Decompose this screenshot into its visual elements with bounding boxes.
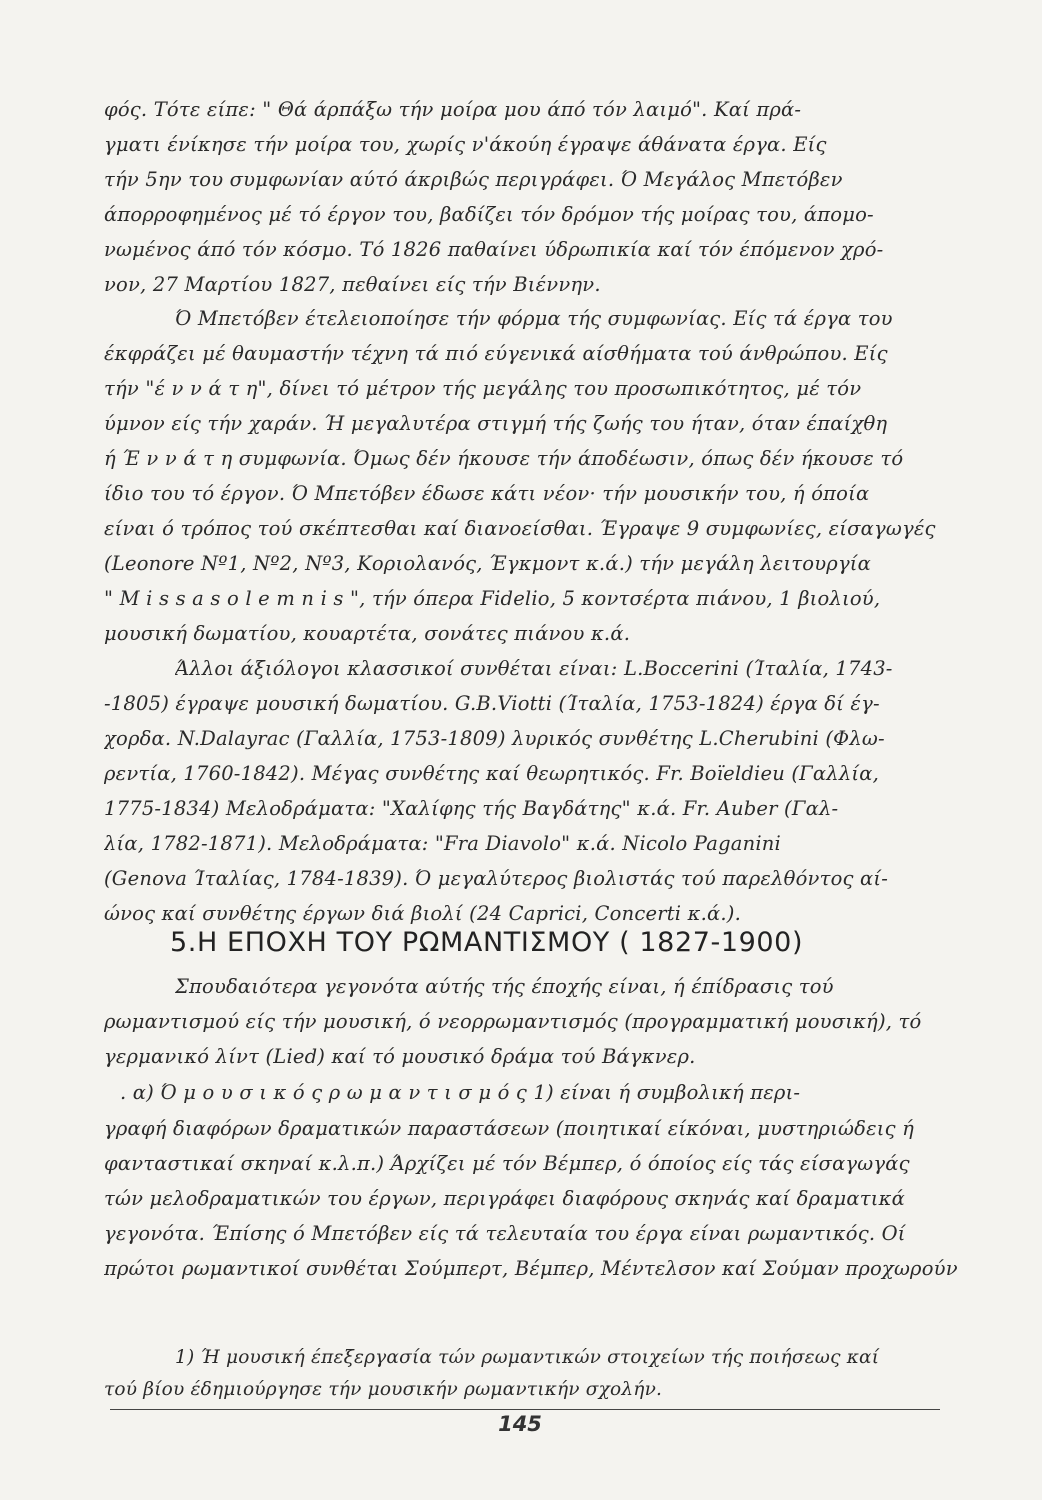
- text-line: (Leonore Nº1, Nº2, Nº3, Κοριολανός, Έγκμοντ κ.ά.) τήν μεγάλη λειτουργία: [104, 552, 872, 575]
- text-line: Σπουδαιότερα γεγονότα αύτής τής έποχής είναι, ή έπίδρασις τού: [175, 975, 834, 998]
- text-line: " M i s s a s o l e m n i s ", τήν όπερα Fidelio, 5 κοντσέρτα πιάνου, 1 βιολιού,: [104, 587, 881, 610]
- text-line: 1775-1834) Μελοδράματα: "Χαλίφης τής Βαγδάτης" κ.ά. Fr. Auber (Γαλ-: [104, 797, 839, 820]
- text-line: ρεντία, 1760-1842). Μέγας συνθέτης καί θεωρητικός. Fr. Boïeldieu (Γαλλία,: [104, 762, 879, 785]
- footnote-line: 1) Ή μουσική έπεξεργασία τών ρωμαντικών στοιχείων τής ποιήσεως καί: [175, 1347, 880, 1368]
- text-line: ίδιο του τό έργον. Ό Μπετόβεν έδωσε κάτι νέον· τήν μουσικήν του, ή όποία: [104, 482, 870, 505]
- footnote-line: τού βίου έδημιούργησε τήν μουσικήν ρωμαντικήν σχολήν.: [104, 1379, 663, 1400]
- text-line: έκφράζει μέ θαυμαστήν τέχνη τά πιό εύγενικά αίσθήματα τού άνθρώπου. Είς: [104, 342, 888, 365]
- section-heading: 5.Η ΕΠΟΧΗ ΤΟΥ ΡΩΜΑΝΤΙΣΜΟΥ ( 1827-1900): [170, 927, 804, 958]
- text-line: γεγονότα. Έπίσης ό Μπετόβεν είς τά τελευταία του έργα είναι ρωμαντικός. Οί: [104, 1222, 906, 1245]
- text-line: γματι ένίκησε τήν μοίρα του, χωρίς ν'άκούη έγραψε άθάνατα έργα. Είς: [104, 133, 827, 156]
- text-line: (Genova Ίταλίας, 1784-1839). Ό μεγαλύτερος βιολιστάς τού παρελθόντος αί-: [104, 867, 889, 890]
- text-line: τών μελοδραματικών του έργων, περιγράφει διαφόρους σκηνάς καί δραματικά: [104, 1187, 905, 1210]
- text-line: μουσική δωματίου, κουαρτέτα, σονάτες πιάνου κ.ά.: [104, 622, 631, 645]
- text-line: ώνος καί συνθέτης έργων διά βιολί (24 Caprici, Concerti κ.ά.).: [104, 902, 741, 925]
- text-line: ρωμαντισμού είς τήν μουσική, ό νεορρωμαντισμός (προγραμματική μουσική), τό: [104, 1010, 922, 1033]
- text-line: -1805) έγραψε μουσική δωματίου. G.B.Viotti (Ίταλία, 1753-1824) έργα δί έγ-: [104, 692, 880, 715]
- text-line: φανταστικαί σκηναί κ.λ.π.) Άρχίζει μέ τόν Βέμπερ, ό όποίος είς τάς είσαγωγάς: [104, 1152, 910, 1175]
- text-line: τήν "έ ν ν ά τ η", δίνει τό μέτρον τής μεγάλης του προσωπικότητος, μέ τόν: [104, 377, 862, 400]
- text-line: Ό Μπετόβεν έτελειοποίησε τήν φόρμα τής συμφωνίας. Είς τά έργα του: [175, 307, 893, 330]
- text-line: . α) Ό μ ο υ σ ι κ ό ς ρ ω μ α ν τ ι σ μ ό ς 1) είναι ή συμβολική περι-: [120, 1081, 801, 1104]
- text-line: φός. Τότε είπε: " Θά άρπάξω τήν μοίρα μου άπό τόν λαιμό". Καί πρά-: [104, 98, 802, 121]
- text-line: νον, 27 Μαρτίου 1827, πεθαίνει είς τήν Βιέννην.: [104, 273, 601, 296]
- text-line: λία, 1782-1871). Μελοδράματα: "Fra Diavolo" κ.ά. Nicolo Paganini: [104, 832, 781, 855]
- text-line: γραφή διαφόρων δραματικών παραστάσεων (ποιητικαί είκόναι, μυστηριώδεις ή: [104, 1117, 914, 1140]
- text-line: Άλλοι άξιόλογοι κλασσικοί συνθέται είναι: L.Boccerini (Ίταλία, 1743-: [175, 657, 893, 680]
- text-line: πρώτοι ρωμαντικοί συνθέται Σούμπερτ, Βέμπερ, Μέντελσον καί Σούμαν προχωρούν: [104, 1257, 958, 1280]
- footnote-divider: [110, 1409, 940, 1410]
- text-line: τήν 5ην του συμφωνίαν αύτό άκριβώς περιγράφει. Ό Μεγάλος Μπετόβεν: [104, 168, 843, 191]
- text-line: ή Έ ν ν ά τ η συμφωνία. Όμως δέν ήκουσε τήν άποδέωσιν, όπως δέν ήκουσε τό: [104, 447, 904, 470]
- text-line: γερμανικό λίντ (Lied) καί τό μουσικό δράμα τού Βάγκνερ.: [104, 1045, 696, 1068]
- text-line: χορδα. N.Dalayrac (Γαλλία, 1753-1809) λυρικός συνθέτης L.Cherubini (Φλω-: [104, 727, 885, 750]
- text-line: ύμνον είς τήν χαράν. Ή μεγαλυτέρα στιγμή τής ζωής του ήταν, όταν έπαίχθη: [104, 412, 888, 435]
- text-line: είναι ό τρόπος τού σκέπτεσθαι καί διανοείσθαι. Έγραψε 9 συμφωνίες, είσαγωγές: [104, 517, 936, 540]
- page-number: 145: [498, 1412, 542, 1436]
- text-line: νωμένος άπό τόν κόσμο. Τό 1826 παθαίνει ύδρωπικία καί τόν έπόμενον χρό-: [104, 238, 884, 261]
- text-line: άπορροφημένος μέ τό έργον του, βαδίζει τόν δρόμον τής μοίρας του, άπομο-: [104, 203, 874, 226]
